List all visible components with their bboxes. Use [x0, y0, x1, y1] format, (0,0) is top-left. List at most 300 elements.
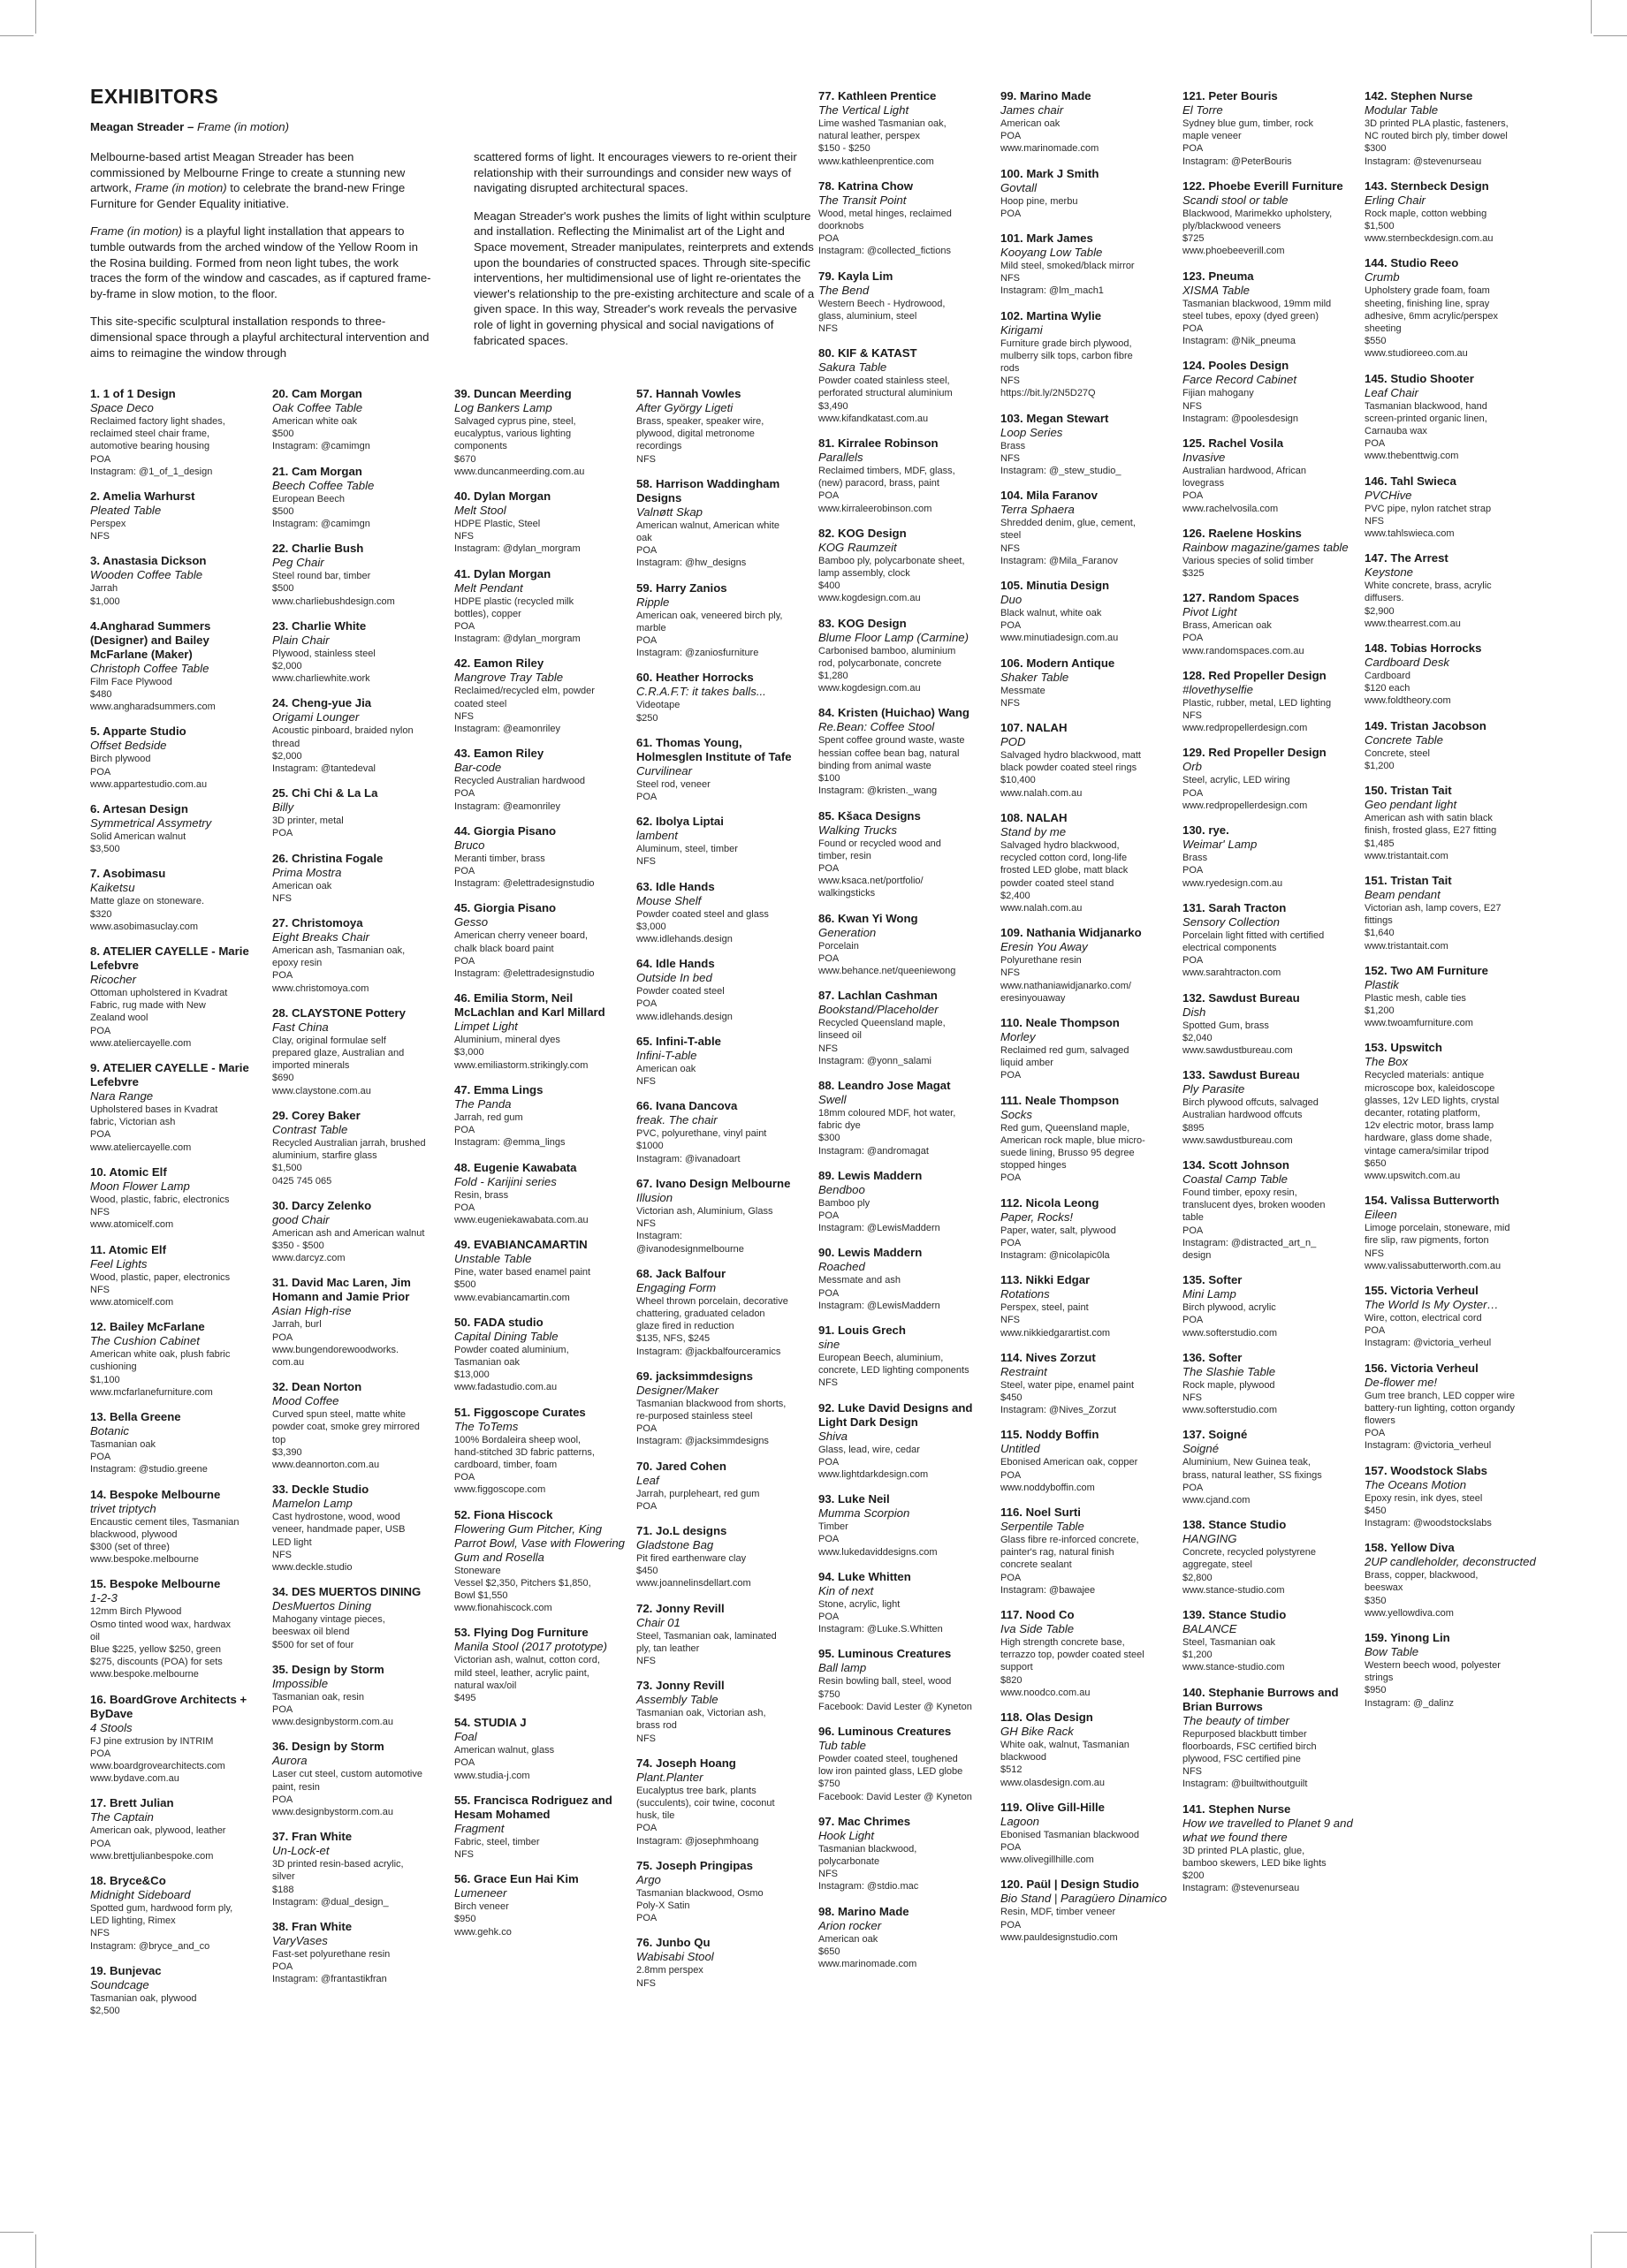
work-detail: POA — [1182, 955, 1204, 967]
work-title: 2UP candleholder, deconstructed — [1365, 1555, 1536, 1569]
work-detail: $3,000 — [454, 1047, 484, 1058]
exhibitor-entry — [1365, 719, 1538, 772]
exhibitor-name: 82. KOG Design — [818, 526, 907, 540]
work-detail: POA — [818, 1534, 840, 1545]
work-title: Curvilinear — [636, 763, 693, 777]
work-detail: Reclaimed/recycled elm, powder — [454, 686, 595, 697]
work-detail: www.evabiancamartin.com — [454, 1292, 570, 1303]
work-title: The Oceans Motion — [1365, 1477, 1467, 1491]
exhibitor-entry — [454, 567, 627, 646]
work-detail: Instagram: @jackbalfourceramics — [636, 1346, 781, 1357]
intro-column-right — [474, 149, 815, 373]
work-detail: www.fadastudio.com.au — [454, 1382, 558, 1393]
work-detail: Tasmanian blackwood, 19mm mild — [1182, 298, 1332, 309]
exhibitor-entry — [818, 989, 992, 1067]
exhibitor-entry — [636, 1177, 810, 1255]
work-detail: American walnut, glass — [454, 1745, 555, 1756]
exhibitor-entry — [454, 1626, 627, 1704]
exhibitor-entry — [272, 619, 445, 686]
work-title: Bruco — [454, 838, 485, 852]
exhibitor-entry — [818, 706, 992, 797]
exhibitor-entry — [1365, 1362, 1538, 1453]
work-detail: Paper, water, salt, plywood — [1000, 1225, 1116, 1236]
work-detail: POA — [1365, 438, 1386, 450]
work-detail: Red gum, Queensland maple, — [1000, 1122, 1130, 1134]
work-detail: silver — [272, 1871, 295, 1883]
work-detail: top — [272, 1434, 286, 1445]
exhibitor-name: 151. Tristan Tait — [1365, 873, 1452, 887]
work-detail: sheeting — [1365, 323, 1402, 335]
work-detail: recycled cotton cord, long-life — [1000, 853, 1128, 864]
work-detail: Instagram: @_dalinz — [1365, 1697, 1455, 1709]
work-title: The Slashie Table — [1182, 1364, 1276, 1378]
exhibitor-name: 137. Soigné — [1182, 1428, 1248, 1442]
work-title: Limpet Light — [454, 1020, 518, 1034]
exhibitor-name: 16. BoardGrove Architects + ByDave — [90, 1692, 247, 1720]
work-detail: Messmate and ash — [818, 1275, 901, 1286]
work-detail: www.olivegillhille.com — [1000, 1855, 1094, 1866]
work-detail: $500 — [272, 505, 294, 517]
work-detail: POA — [818, 1210, 840, 1221]
work-detail: husk, tile — [636, 1810, 675, 1822]
work-detail: POA — [818, 1456, 840, 1468]
exhibitor-name: 92. Luke David Designs and Light Dark Design — [818, 1400, 973, 1429]
work-detail: www.ryedesign.com.au — [1182, 877, 1283, 889]
work-detail: POA — [454, 955, 475, 967]
work-detail: Shredded denim, glue, cement, — [1000, 518, 1136, 529]
exhibitor-entry — [90, 1243, 263, 1309]
work-detail: Instagram: @dylan_morgram — [454, 633, 581, 645]
work-detail: www.darcyz.com — [272, 1253, 346, 1264]
exhibitor-entry — [818, 346, 992, 425]
work-detail: $120 each — [1365, 683, 1410, 694]
work-detail: www.bydave.com.au — [90, 1773, 179, 1785]
work-title: Tub table — [818, 1739, 867, 1753]
work-detail: $2,000 — [272, 750, 302, 762]
work-detail: $450 — [1000, 1392, 1023, 1403]
work-detail: natural leather, perspex — [818, 131, 920, 142]
work-detail: $750 — [818, 1688, 840, 1700]
work-detail: Spent coffee ground waste, waste — [818, 735, 965, 747]
work-detail: aggregate, steel — [1182, 1559, 1252, 1571]
work-detail: PVC, polyurethane, vinyl paint — [636, 1128, 767, 1140]
exhibitor-entry — [1000, 656, 1174, 709]
exhibitor-name: 31. David Mac Laren, Jim Homann and Jamie Prior — [272, 1276, 411, 1304]
work-title: Billy — [272, 800, 294, 815]
exhibitor-entry — [1365, 372, 1538, 463]
work-title: Erling Chair — [1365, 193, 1426, 207]
work-detail: $950 — [1365, 1685, 1387, 1696]
exhibitor-name: 38. Fran White — [272, 1920, 353, 1933]
work-detail: POA — [454, 621, 475, 633]
work-detail: Ottoman upholstered in Kvadrat — [90, 988, 228, 999]
exhibitor-name: 40. Dylan Morgan — [454, 489, 551, 504]
exhibitor-entry — [818, 809, 992, 900]
work-detail: Recycled materials: antique — [1365, 1070, 1485, 1081]
exhibitor-entry — [1365, 1464, 1538, 1530]
exhibitor-name: 98. Marino Made — [818, 1904, 909, 1918]
exhibitor-entry — [1000, 231, 1174, 298]
work-detail: www.yellowdiva.com — [1365, 1607, 1454, 1619]
work-detail: Brass, speaker, speaker wire, — [636, 416, 764, 427]
work-detail: NFS — [1365, 515, 1384, 527]
work-detail: Fabric, rug made with New — [90, 1000, 206, 1012]
work-detail: Sydney blue gum, timber, rock — [1182, 118, 1313, 129]
crop-mark — [0, 35, 34, 36]
work-detail: Wire, cotton, electrical cord — [1365, 1312, 1482, 1324]
work-title: Cardboard Desk — [1365, 656, 1450, 670]
work-title: Wooden Coffee Table — [90, 568, 203, 582]
work-detail: hessian coffee bean bag, natural — [818, 747, 960, 759]
work-detail: Facebook: David Lester @ Kyneton — [818, 1791, 972, 1802]
exhibitor-name: 75. Joseph Pringipas — [636, 1858, 753, 1872]
work-title: Keystone — [1365, 565, 1413, 580]
work-detail: Blue $225, yellow $250, green — [90, 1643, 221, 1655]
work-title: Rainbow magazine/games table — [1182, 540, 1349, 554]
work-detail: $1,200 — [1182, 1650, 1213, 1661]
exhibitor-entry — [272, 1006, 445, 1097]
intro-text-run: scattered forms of light. It encourages viewers to re-orient their relationship with their surroundings and consider new ways of navigating disrupted architectural spaces. — [474, 150, 797, 195]
work-detail: POA — [90, 453, 111, 465]
work-detail: POA — [1000, 208, 1022, 219]
work-detail: Instagram: — [636, 1231, 682, 1242]
work-title: Space Deco — [90, 401, 154, 414]
work-detail: $1,280 — [818, 671, 848, 682]
work-detail: electrical components — [1182, 942, 1277, 953]
exhibitor-name: 2. Amelia Warhurst — [90, 489, 195, 504]
work-detail: www.behance.net/queeniewong — [818, 965, 956, 976]
work-title: Leaf Chair — [1365, 385, 1418, 399]
exhibitor-entry — [636, 1369, 810, 1448]
work-detail: polycarbonate — [818, 1856, 880, 1868]
work-detail: Instagram: @yonn_salami — [818, 1055, 931, 1066]
work-detail: Tasmanian blackwood, Osmo — [636, 1887, 764, 1899]
work-detail: Birch plywood offcuts, salvaged — [1182, 1097, 1319, 1109]
work-detail: Instagram: @builtwithoutguilt — [1182, 1779, 1308, 1790]
work-detail: American walnut, American white — [636, 520, 780, 531]
work-detail: frosted LED globe, matt black — [1000, 865, 1129, 876]
exhibitor-name: 43. Eamon Riley — [454, 747, 544, 761]
work-detail: American rock maple, blue micro- — [1000, 1134, 1145, 1146]
work-detail: steel — [1000, 530, 1022, 542]
work-detail: $450 — [636, 1566, 658, 1577]
work-title: Mouse Shelf — [636, 893, 702, 907]
work-title: VaryVases — [272, 1934, 328, 1947]
work-detail: $1,640 — [1365, 928, 1395, 939]
work-detail: 3D printed PLA plastic, glue, — [1182, 1845, 1305, 1856]
work-detail: fabric, Victorian ash — [90, 1117, 176, 1128]
work-detail: Concrete, steel — [1365, 747, 1430, 759]
intro-paragraph — [474, 209, 815, 348]
work-detail: www.figgoscope.com — [454, 1484, 546, 1496]
work-detail: Instagram: @victoria_verheul — [1365, 1440, 1492, 1452]
work-detail: Australian hardwood offcuts — [1182, 1110, 1303, 1121]
exhibitor-name: 108. NALAH — [1000, 810, 1068, 824]
exhibitor-entry — [1182, 991, 1356, 1058]
exhibitor-entry — [1000, 811, 1174, 914]
exhibitor-entry — [1182, 436, 1356, 515]
work-detail: European Beech — [272, 493, 345, 504]
work-detail: Instagram: @bryce_and_co — [90, 1940, 210, 1952]
work-detail: POA — [636, 1500, 658, 1512]
work-title: Walking Trucks — [818, 823, 897, 837]
exhibitor-name: 32. Dean Norton — [272, 1380, 362, 1394]
work-detail: American oak, plywood, leather — [90, 1825, 226, 1837]
work-title: POD — [1000, 735, 1026, 749]
work-detail: Instagram: @_stew_studio_ — [1000, 466, 1121, 477]
exhibitor-name: 41. Dylan Morgan — [454, 566, 551, 580]
work-detail: Tasmanian oak, plywood — [90, 1992, 197, 2004]
exhibitor-name: 157. Woodstock Slabs — [1365, 1463, 1488, 1477]
work-detail: walkingsticks — [818, 888, 876, 899]
intro-section — [90, 85, 815, 373]
exhibitor-entry — [818, 1570, 992, 1636]
exhibitor-entry — [636, 1460, 810, 1513]
work-detail: Instagram: @bawajee — [1000, 1584, 1096, 1596]
exhibitor-entry — [1000, 1351, 1174, 1417]
exhibitor-name: 102. Martina Wylie — [1000, 308, 1102, 322]
work-detail: www.foldtheory.com — [1365, 695, 1451, 707]
exhibitor-column-1 — [90, 387, 263, 2029]
work-detail: https://bit.ly/2N5D27Q — [1000, 388, 1096, 399]
exhibitor-column-3 — [454, 387, 627, 1950]
work-detail: www.bungendorewoodworks. — [272, 1344, 399, 1355]
work-title: Contrast Table — [272, 1122, 348, 1136]
work-detail: Instagram: @PeterBouris — [1182, 155, 1292, 167]
exhibitor-entry — [90, 387, 263, 478]
work-detail: www.sawdustbureau.com — [1182, 1044, 1293, 1056]
work-title: Melt Stool — [454, 504, 506, 518]
exhibitor-column-4 — [636, 387, 810, 2001]
exhibitor-entry — [90, 867, 263, 933]
work-detail: suede lining, Brusso 95 degree — [1000, 1147, 1135, 1158]
exhibitor-name: 48. Eugenie Kawabata — [454, 1160, 577, 1174]
exhibitor-name: 121. Peter Bouris — [1182, 89, 1278, 102]
exhibitor-entry — [454, 824, 627, 891]
work-detail: $2,040 — [1182, 1032, 1213, 1043]
exhibitor-entry — [1365, 551, 1538, 630]
work-detail: Steel, acrylic, LED wiring — [1182, 775, 1290, 786]
exhibitor-name: 52. Fiona Hiscock — [454, 1507, 553, 1521]
work-detail: POA — [636, 792, 658, 803]
work-title: Designer/Maker — [636, 1383, 719, 1397]
work-detail: $13,000 — [454, 1369, 490, 1381]
exhibitor-entry — [272, 1483, 445, 1574]
work-detail: $135, NFS, $245 — [636, 1333, 711, 1345]
exhibitor-entry — [272, 1276, 445, 1369]
work-detail: support — [1000, 1662, 1033, 1673]
work-detail: FJ pine extrusion by INTRIM — [90, 1735, 214, 1747]
work-detail: www.lukedaviddesigns.com — [818, 1546, 938, 1558]
work-detail: adhesive, 6mm acrylic/perspex — [1365, 310, 1499, 322]
exhibitor-name: 109. Nathania Widjanarko — [1000, 926, 1142, 940]
work-title: Fragment — [454, 1821, 505, 1835]
work-title: KOG Raumzeit — [818, 540, 897, 554]
work-detail: Fabric, steel, timber — [454, 1836, 540, 1847]
work-detail: www.kifandkatast.com.au — [818, 413, 929, 424]
work-title: Assembly Table — [636, 1693, 718, 1707]
exhibitor-entry — [1000, 1428, 1174, 1494]
exhibitor-name: 65. Infini-T-able — [636, 1034, 721, 1048]
work-detail: Pine, water based enamel paint — [454, 1267, 591, 1278]
work-detail: Reclaimed factory light shades, — [90, 416, 225, 427]
work-detail: Reclaimed red gum, salvaged — [1000, 1044, 1129, 1056]
exhibitor-entry — [1182, 269, 1356, 348]
work-detail: POA — [1182, 143, 1204, 155]
work-detail: www.ksaca.net/portfolio/ — [818, 876, 924, 887]
work-title: Capital Dining Table — [454, 1329, 559, 1343]
work-detail: Glass fibre re-inforced concrete, — [1000, 1534, 1139, 1545]
exhibitor-name: 5. Apparte Studio — [90, 724, 186, 739]
work-detail: Curved spun steel, matte white — [272, 1409, 407, 1421]
work-title: Plain Chair — [272, 633, 330, 647]
work-title: Dish — [1182, 1005, 1206, 1019]
work-detail: www.thebenttwig.com — [1365, 451, 1459, 462]
work-detail: www.pauldesignstudio.com — [1000, 1931, 1118, 1943]
work-detail: Recycled Australian hardwood — [454, 776, 585, 787]
work-detail: Steel, Tasmanian oak — [1182, 1637, 1275, 1648]
work-detail: NFS — [272, 1549, 292, 1560]
work-title: Weimar' Lamp — [1182, 838, 1258, 852]
work-detail: Instagram: @stevenurseau — [1365, 155, 1482, 167]
exhibitor-entry — [818, 527, 992, 605]
exhibitor-name: 36. Design by Storm — [272, 1740, 384, 1754]
work-title: Ripple — [636, 595, 670, 609]
work-detail: Mahogany vintage pieces, — [272, 1614, 385, 1626]
work-detail: www.redpropellerdesign.com — [1182, 800, 1308, 811]
exhibitor-entry — [272, 1380, 445, 1471]
work-title: Crumb — [1365, 270, 1400, 284]
work-detail: www.kirraleerobinson.com — [818, 503, 932, 514]
work-detail: NFS — [818, 1869, 838, 1880]
work-detail: decanter, rotating platform, — [1365, 1107, 1480, 1119]
work-detail: Limoge porcelain, stoneware, mid — [1365, 1223, 1510, 1234]
work-detail: NFS — [818, 323, 838, 335]
exhibitor-name: 1. 1 of 1 Design — [90, 387, 176, 400]
work-detail: www.designbystorm.com.au — [272, 1806, 393, 1817]
work-detail: Steel, water pipe, enamel paint — [1000, 1379, 1135, 1391]
work-detail: Instagram: @dual_design_ — [272, 1896, 389, 1908]
work-detail: American cherry veneer board, — [454, 930, 589, 942]
work-title: Arion rocker — [818, 1918, 882, 1932]
work-detail: Instagram: @poolesdesign — [1182, 413, 1299, 424]
work-detail: Brass — [1182, 853, 1208, 864]
work-title: Eight Breaks Chair — [272, 930, 369, 944]
work-title: Restraint — [1000, 1364, 1047, 1378]
work-detail: coated steel — [454, 698, 507, 709]
work-detail: vintage camera/similar tripod — [1365, 1145, 1489, 1157]
exhibitor-entry — [454, 1238, 627, 1304]
exhibitor-name: 100. Mark J Smith — [1000, 166, 1099, 180]
exhibitor-entry — [818, 1815, 992, 1893]
work-detail: Instagram: @Nik_pneuma — [1182, 336, 1296, 347]
exhibitor-name: 25. Chi Chi & La La — [272, 786, 378, 800]
work-title: Plastik — [1365, 977, 1399, 991]
work-title: Prima Mostra — [272, 865, 342, 879]
work-detail: POA — [90, 1748, 111, 1759]
exhibitor-name: 132. Sawdust Bureau — [1182, 990, 1300, 1005]
work-detail: www.redpropellerdesign.com — [1182, 723, 1308, 734]
work-detail: Instagram: @camimgn — [272, 441, 370, 452]
exhibitor-entry — [272, 852, 445, 905]
exhibitor-entry — [272, 1830, 445, 1908]
work-detail: steel tubes, epoxy (dyed green) — [1182, 310, 1319, 322]
work-title: Mini Lamp — [1182, 1287, 1236, 1301]
work-detail: Found timber, epoxy resin, — [1182, 1187, 1297, 1198]
exhibitor-entry — [818, 1079, 992, 1157]
work-title: Rotations — [1000, 1287, 1050, 1301]
work-title: #lovethyselfie — [1182, 682, 1253, 696]
work-detail: Instagram: @studio.greene — [90, 1464, 208, 1475]
exhibitor-entry — [90, 1796, 263, 1862]
exhibitor-name: 90. Lewis Maddern — [818, 1246, 923, 1260]
work-detail: 3D printed resin-based acrylic, — [272, 1859, 404, 1870]
work-detail: NFS — [1000, 375, 1020, 387]
work-detail: Aluminium, New Guinea teak, — [1182, 1457, 1311, 1468]
work-detail: $300 (set of three) — [90, 1541, 170, 1552]
work-title: Kirigami — [1000, 322, 1043, 337]
exhibitor-name: 74. Joseph Hoang — [636, 1756, 736, 1770]
work-detail: POA — [636, 1913, 658, 1924]
exhibitor-entry — [1182, 1158, 1356, 1262]
work-title: Gesso — [454, 915, 489, 929]
exhibitor-name: 111. Neale Thompson — [1000, 1093, 1120, 1107]
work-detail: Carnauba wax — [1365, 426, 1427, 437]
exhibitor-entry — [272, 542, 445, 608]
work-detail: Instagram: @dylan_morgram — [454, 543, 581, 555]
exhibitor-entry — [1000, 1877, 1174, 1944]
work-detail: NFS — [1000, 697, 1020, 709]
exhibitor-name: 27. Christomoya — [272, 916, 363, 930]
exhibitor-column-5 — [818, 89, 992, 1982]
exhibitor-entry — [636, 1524, 810, 1590]
exhibitor-name: 114. Nives Zorzut — [1000, 1350, 1096, 1364]
exhibitor-entry — [818, 1492, 992, 1559]
exhibitor-entry — [1000, 167, 1174, 220]
work-detail: www.duncanmeerding.com.au — [454, 466, 585, 477]
work-detail: www.emiliastorm.strikingly.com — [454, 1059, 589, 1071]
intro-paragraph — [90, 149, 431, 211]
work-detail: Encaustic cement tiles, Tasmanian — [90, 1516, 239, 1528]
work-detail: mulberry silk tops, carbon fibre — [1000, 350, 1133, 361]
exhibitor-entry — [1182, 89, 1356, 168]
work-detail: Tasmanian blackwood from shorts, — [636, 1398, 787, 1409]
exhibitor-entry — [818, 1401, 992, 1482]
work-title: Leaf — [636, 1473, 659, 1487]
work-detail: POA — [272, 970, 293, 982]
work-detail: Glass, lead, wire, cedar — [818, 1444, 920, 1455]
exhibitor-name: 12. Bailey McFarlane — [90, 1320, 205, 1334]
work-detail: Wood, metal hinges, reclaimed — [818, 208, 952, 219]
work-detail: POA — [90, 1025, 111, 1036]
work-detail: 12mm Birch Plywood — [90, 1606, 182, 1618]
exhibitor-name: 125. Rachel Vosila — [1182, 436, 1284, 451]
work-title: Beam pendant — [1365, 887, 1441, 901]
exhibitor-name: 99. Marino Made — [1000, 89, 1091, 102]
exhibitor-entry — [90, 944, 263, 1050]
work-detail: Aluminium, mineral dyes — [454, 1035, 560, 1046]
work-detail: www.claystone.com.au — [272, 1085, 371, 1096]
work-title: After György Ligeti — [636, 401, 734, 414]
work-title: Argo — [636, 1872, 661, 1886]
crop-mark — [1593, 2232, 1627, 2233]
work-detail: Tasmanian oak — [90, 1438, 156, 1450]
work-detail: veneer, handmade paper, USB — [272, 1524, 406, 1536]
exhibitor-entry — [454, 1316, 627, 1394]
exhibitor-entry — [1365, 874, 1538, 952]
work-title: Soundcage — [90, 1977, 149, 1991]
exhibitor-entry — [1182, 591, 1356, 657]
